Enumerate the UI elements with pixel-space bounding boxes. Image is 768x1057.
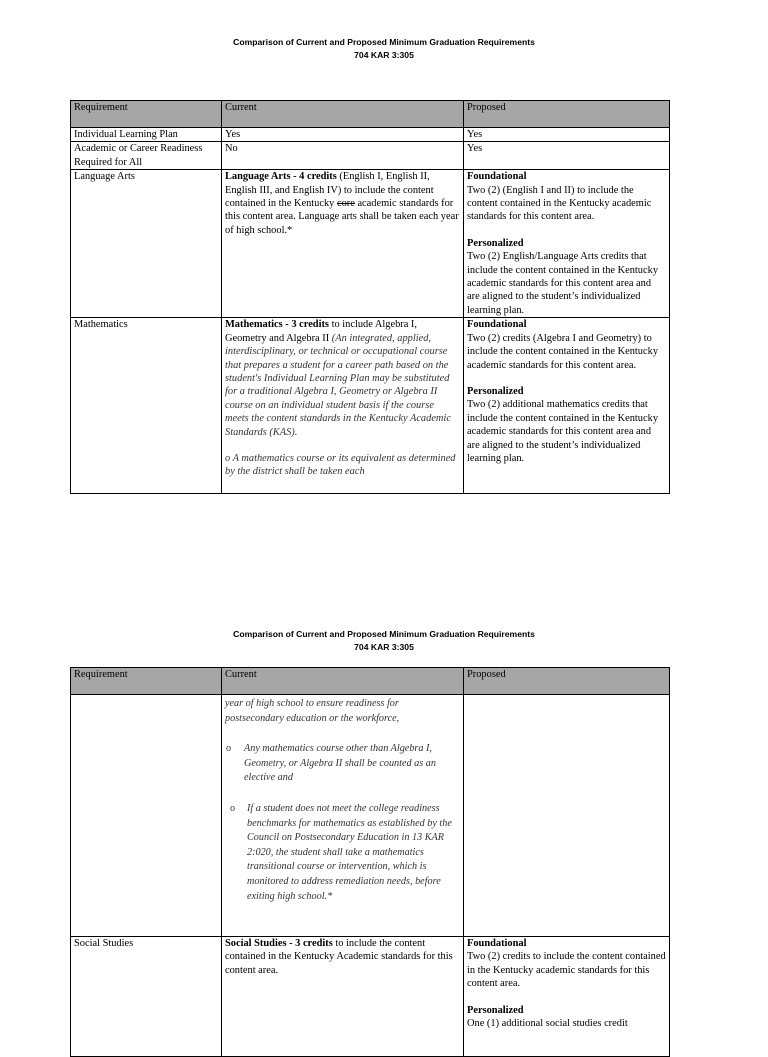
foundational-title: Foundational <box>467 938 527 949</box>
table-row <box>71 142 670 170</box>
credit-label: Language Arts - 4 credits <box>225 171 337 183</box>
bullet-mark: o <box>225 452 231 464</box>
personalized-text: One (1) additional social studies credit <box>467 1018 628 1030</box>
header-requirement: Requirement <box>71 101 222 128</box>
current-cell: Yes <box>222 128 464 142</box>
bullet-mark: o <box>226 743 232 755</box>
proposed-cell <box>464 695 670 937</box>
proposed-cell <box>464 937 670 1057</box>
personalized-title: Personalized <box>467 1004 524 1016</box>
table-row <box>71 128 670 142</box>
current-cell <box>222 937 464 1057</box>
personalized-text: Two (2) English/Language Arts credits that include the content contained in the Kentucky academic standards for this content area and are aligned to the student’s individualized learning plan. <box>467 251 659 316</box>
table-row <box>71 937 670 1057</box>
header-current: Current <box>222 101 464 128</box>
credit-label: Social Studies - 3 credits <box>225 938 333 949</box>
bullet-item <box>225 452 460 479</box>
header-row <box>71 101 670 128</box>
current-cell <box>222 170 464 318</box>
personalized-title: Personalized <box>467 237 524 249</box>
page-2-requirements-table <box>70 667 670 1057</box>
bullet-mark: o <box>230 802 236 814</box>
current-text: (English I, English II, English III, and English IV) to include the content contained in the Kentucky <box>225 171 434 210</box>
bullet-text: Any mathematics course other than Algebra I, Geometry, or Algebra II shall be counted as an elective and <box>244 743 436 784</box>
foundational-text: Two (2) credits to include the content contained in the Kentucky academic standards for this content area. <box>467 951 666 990</box>
page-2-title: Comparison of Current and Proposed Minimum Graduation Requirements <box>233 629 535 639</box>
proposed-cell <box>464 318 670 494</box>
foundational-title: Foundational <box>467 171 527 183</box>
requirement-cell: Mathematics <box>71 318 222 494</box>
struck-word: core <box>336 198 355 210</box>
foundational-title: Foundational <box>467 319 527 331</box>
current-text: academic standards for this content area. Language arts shall be taken each year of high school.* <box>225 198 459 236</box>
requirement-cell: Individual Learning Plan <box>71 128 222 142</box>
proposed-cell: Yes <box>464 142 670 170</box>
requirement-cell: Language Arts <box>71 170 222 318</box>
foundational-text: Two (2) (English I and II) to include the content contained in the Kentucky academic standards for this content area. <box>467 184 652 223</box>
current-text: to include the content contained in the Kentucky Academic standards for this content area. <box>225 938 453 976</box>
current-cell <box>222 695 464 937</box>
header-proposed: Proposed <box>464 101 670 128</box>
current-cell: No <box>222 142 464 170</box>
requirement-cell: Academic or Career Readiness Required for All <box>71 142 222 170</box>
credit-label: Mathematics - 3 credits <box>225 319 329 331</box>
header-current: Current <box>222 668 464 695</box>
page-1-title: Comparison of Current and Proposed Minimum Graduation Requirements <box>233 37 535 47</box>
bullet-text: If a student does not meet the college readiness benchmarks for mathematics as established by the Council on Postsecondary Education in 13 KAR 2:020, the student shall take a mathematics transitional course or intervention, which is monitored to address remediation needs, before exiting high school.* <box>247 802 452 902</box>
current-text: to include Algebra I, Geometry and Algebra II <box>225 319 417 344</box>
table-row <box>71 170 670 318</box>
page-1-requirements-table <box>70 100 670 494</box>
table-row <box>71 318 670 494</box>
page-2-heading <box>0 628 768 654</box>
current-cell <box>222 318 464 494</box>
foundational-text: Two (2) credits (Algebra I and Geometry) to include the content contained in the Kentucky academic standards for this content area. <box>467 332 659 371</box>
continued-text: year of high school to ensure readiness for postsecondary education or the workforce, <box>225 698 400 724</box>
table-row <box>71 695 670 937</box>
header-requirement: Requirement <box>71 668 222 695</box>
bullet-item <box>225 802 460 904</box>
bullet-item <box>222 742 460 786</box>
substitution-note: (An integrated, applied, interdisciplinary, or technical or occupational course that prepares a student for a career path based on the student's Individual Learning Plan may be substituted for a traditional Algebra I, Geometry or Algebra II course on an individual student basis if the course meets the content standards in the Kentucky Academic Standards (KAS). <box>225 332 451 438</box>
page-2-regulation: 704 KAR 3:305 <box>354 642 414 652</box>
header-row <box>71 668 670 695</box>
proposed-cell: Yes <box>464 128 670 142</box>
personalized-text: Two (2) additional mathematics credits that include the content contained in the Kentucky academic standards for this content area and are aligned to the student’s individualized learning plan. <box>467 399 659 464</box>
proposed-cell <box>464 170 670 318</box>
bullet-text: A mathematics course or its equivalent as determined by the district shall be taken each <box>225 452 456 478</box>
header-proposed: Proposed <box>464 668 670 695</box>
page-1-heading <box>0 36 768 62</box>
requirement-cell: Social Studies <box>71 937 222 1057</box>
personalized-title: Personalized <box>467 385 524 397</box>
page-1-regulation: 704 KAR 3:305 <box>354 50 414 60</box>
requirement-cell <box>71 695 222 937</box>
